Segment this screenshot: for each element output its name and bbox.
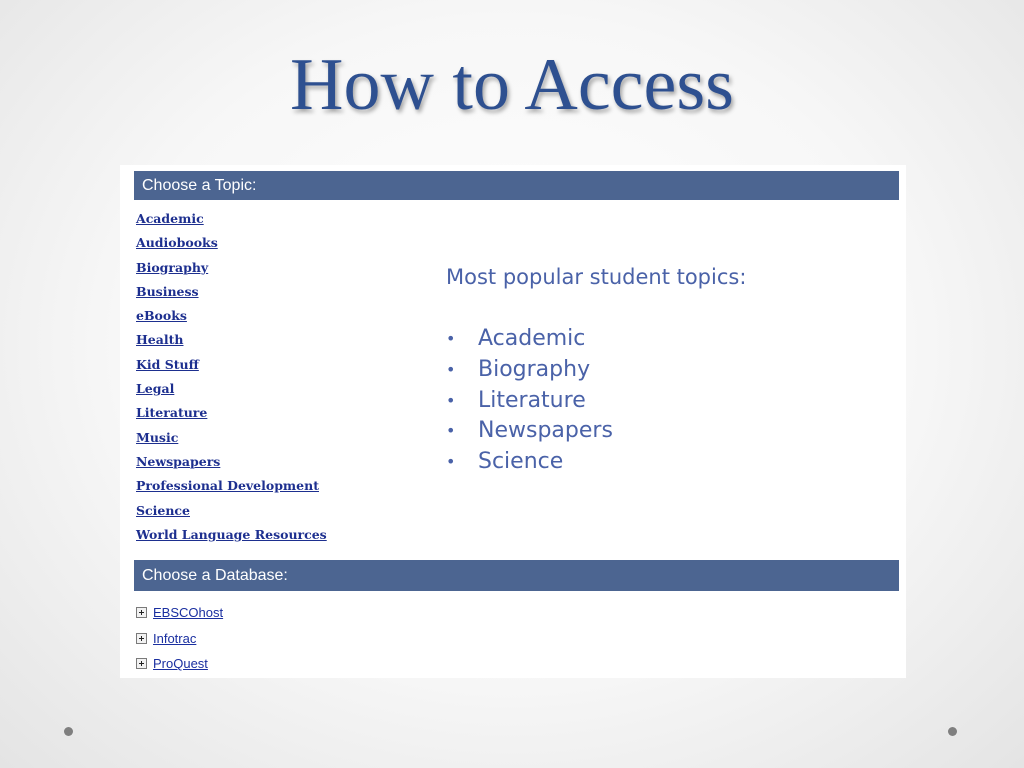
choose-topic-header: Choose a Topic:: [134, 171, 899, 200]
popular-topic-item: [446, 447, 746, 478]
bullet-icon: •: [446, 329, 456, 348]
popular-topic-label: Biography: [478, 356, 591, 382]
popular-topics-callout: [446, 262, 746, 478]
database-link-infotrac[interactable]: Infotrac: [153, 630, 197, 646]
expand-plus-icon[interactable]: [136, 607, 147, 618]
database-link-ebscohost[interactable]: EBSCOhost: [153, 605, 224, 621]
popular-topics-list: [446, 324, 746, 478]
bullet-icon: •: [446, 390, 456, 410]
topic-link-world-language-resources[interactable]: World Language Resources: [136, 526, 327, 542]
popular-topic-item: [446, 355, 746, 386]
database-item-proquest[interactable]: [136, 651, 223, 677]
popular-topic-item: [446, 416, 746, 447]
slide-dot-decoration: [64, 727, 73, 736]
topic-link-health[interactable]: Health: [136, 332, 184, 348]
topic-link-biography[interactable]: Biography: [136, 259, 209, 275]
topic-link-science[interactable]: Science: [136, 502, 190, 518]
popular-topic-label: Literature: [478, 387, 586, 413]
expand-plus-icon[interactable]: [136, 658, 147, 669]
topic-link-academic[interactable]: Academic: [136, 211, 204, 226]
topic-link-ebooks[interactable]: eBooks: [136, 308, 187, 324]
bullet-icon: •: [446, 421, 456, 441]
database-link-proquest[interactable]: ProQuest: [153, 656, 208, 672]
popular-topic-label: Academic: [478, 326, 586, 351]
bullet-icon: •: [446, 452, 456, 472]
popular-topic-item: [446, 324, 746, 355]
popular-topic-label: Science: [478, 449, 564, 475]
database-list: [136, 600, 223, 677]
database-item-ebscohost[interactable]: [136, 600, 223, 626]
topic-link-professional-development[interactable]: Professional Development: [136, 478, 319, 494]
choose-database-header: Choose a Database:: [134, 560, 899, 591]
popular-topic-label: Newspapers: [478, 418, 613, 444]
topic-link-business[interactable]: Business: [136, 283, 199, 299]
topic-link-music[interactable]: Music: [136, 429, 179, 445]
database-item-infotrac[interactable]: [136, 626, 223, 652]
topic-link-newspapers[interactable]: Newspapers: [136, 453, 221, 469]
topic-link-kid-stuff[interactable]: Kid Stuff: [136, 356, 199, 372]
topic-list: [136, 209, 327, 549]
slide-dot-decoration: [948, 727, 957, 736]
popular-topics-heading: Most popular student topics:: [446, 265, 747, 289]
popular-topic-item: [446, 386, 746, 417]
expand-plus-icon[interactable]: [136, 633, 147, 644]
slide-title: How to Access: [290, 44, 734, 126]
topic-link-audiobooks[interactable]: Audiobooks: [136, 235, 218, 251]
topic-link-literature[interactable]: Literature: [136, 405, 208, 421]
bullet-icon: •: [446, 359, 456, 379]
topic-link-legal[interactable]: Legal: [136, 381, 175, 397]
